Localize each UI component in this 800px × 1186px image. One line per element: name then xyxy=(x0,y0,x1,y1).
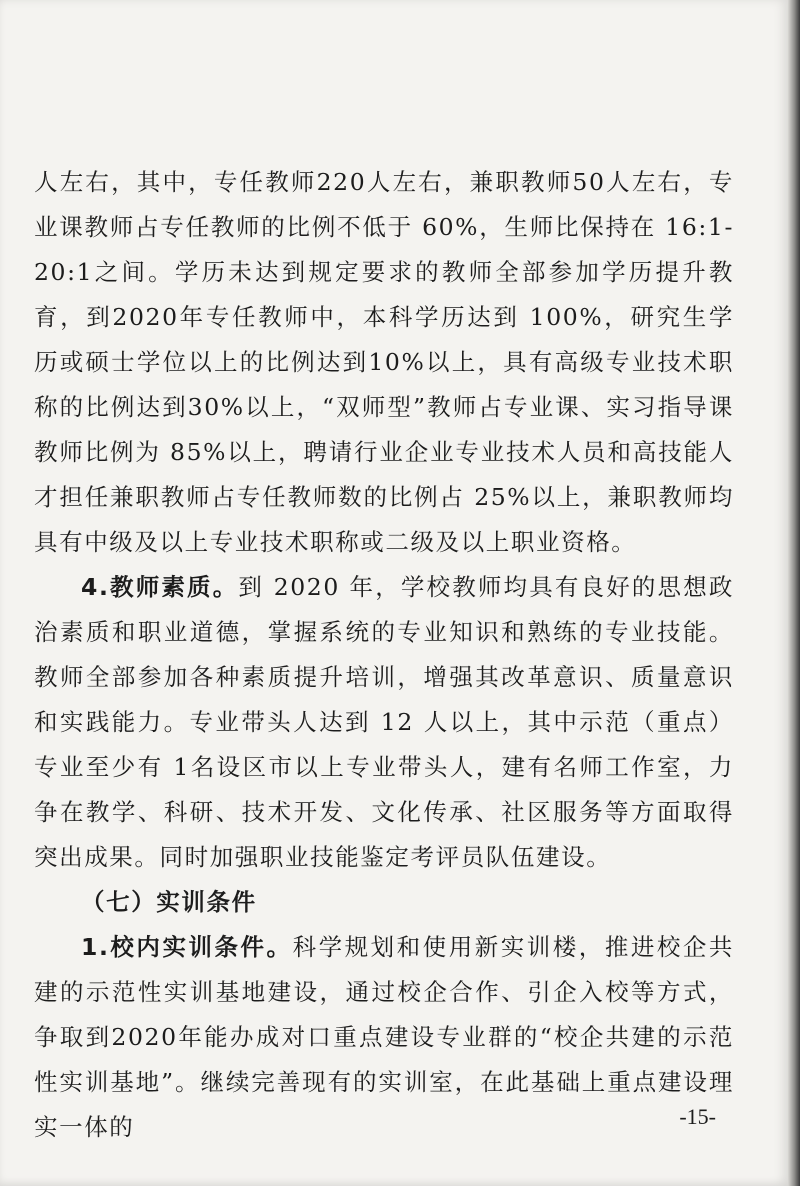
paragraph-campus-training xyxy=(34,925,734,1150)
page-number: -15- xyxy=(679,1104,716,1129)
paragraph-faculty-composition xyxy=(34,160,734,565)
section-heading-training-conditions: （七）实训条件 xyxy=(81,888,257,916)
paragraph-lead: 4.教师素质。 xyxy=(81,573,239,601)
paragraph-text: 到 2020 年，学校教师均具有良好的思想政治素质和职业道德，掌握系统的专业知识和熟练的专业技能。教师全部参加各种素质提升培训，增强其改革意识、质量意识和实践能力。专业带头人达到 12 人以上，其中示范（重点）专业至少有 1名设区市以上专业带头人，建有名师工作室，力争在教学、科研、技术开发、文化传承、社区服务等方面取得突出成果。同时加强职业技能鉴定考评员队伍建设。 xyxy=(34,573,734,871)
paragraph-text: 科学规划和使用新实训楼，推进校企共建的示范性实训基地建设，通过校企合作、引企入校等方式，争取到2020年能办成对口重点建设专业群的“校企共建的示范性实训基地”。继续完善现有的实训室，在此基础上重点建设理实一体的 xyxy=(34,933,735,1141)
paragraph-text: 人左右，其中，专任教师220人左右，兼职教师50人左右，专业课教师占专任教师的比例不低于 60%，生师比保持在 16:1-20:1之间。学历未达到规定要求的教师全部参加学历提升教育，到2020年专任教师中，本科学历达到 100%，研究生学历或硕士学位以上的比例达到10%以上，具有高级专业技术职称的比例达到30%以上，“双师型”教师占专业课、实习指导课教师比例为 85%以上，聘请行业企业专业技术人员和高技能人才担任兼职教师占专任教师数的比例占 25%以上，兼职教师均具有中级及以上专业技术职称或二级及以上职业资格。 xyxy=(34,168,734,556)
document-body xyxy=(34,160,734,1150)
paragraph-teacher-quality xyxy=(34,565,734,880)
page-edge-shadow xyxy=(788,0,800,1186)
paragraph-lead: 1.校内实训条件。 xyxy=(81,933,293,961)
